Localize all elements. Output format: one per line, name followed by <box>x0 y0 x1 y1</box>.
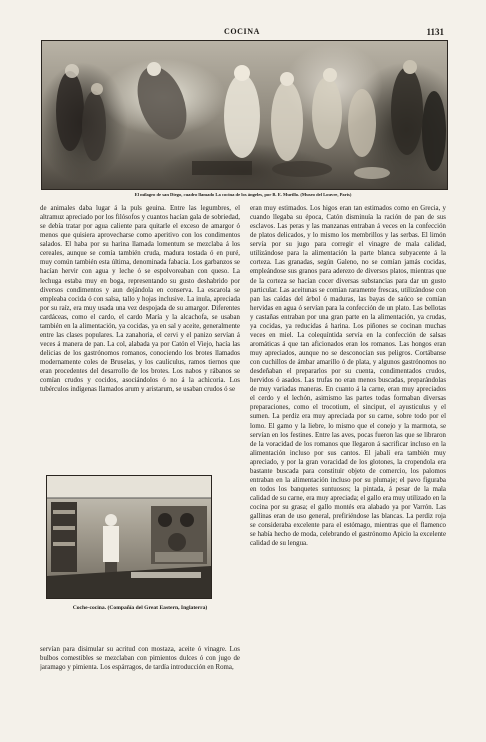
kitchen-car-caption: Coche-cocina. (Compañía del Great Eastern, Inglaterra) <box>72 605 208 611</box>
right-column-paragraph: eran muy estimados. Los higos eran tan estimados como en Grecia, y cuando llegaba su época, Catón disminuía la ración de pan de sus esclavos. Las peras y las manzanas entraban á veces en la confección de platos delicados, y lo mismo los membrillos y las serbas. El limón servía por su jugo para corregir el vinagre de mala calidad, utilizándose para la alimentación la parte blanca subyacente á la corteza. Las granadas, según Galeno, no se comían jamás cocidas, empleándose sus granos para aderezo de diversos platos, mientras que de la corteza se hacían cocer diversas substancias para dar un gusto particular. Las aceitunas se comían raramente frescas, utilizándose con pan las caídas del árbol ó maduras, las bayas de saúco se comían hervidas en agua ó servían para la confección de un plato. Las bellotas y castañas entraban por una gran parte en la alimentación, ya crudas, ya cocidas, ya reducidas á harina. Los piñones se cocinan muchas veces en miel. La colequíntida servía en la confección de salsas aromáticas á que tan aficionados eran los romanos. Las hongos eran muy apreciados, aunque no se desconocían sus peligros. Cortábanse con cuchillos de ámbar amarillo ó de plata, y algunos gastrónomos no desdeñaban el prepararlos por su cuenta, condimentados crudos, hervidos ó asados. Las trufas no eran menos buscadas, preparándolas de muy variadas maneras. En cuanto á la carne, eran muy apreciados el cerdo y el lechón, asimismo las partes todas formaban diversas preparaciones, como el trocotium, el sinciput, el ayusticulus y el sumen. La perdiz era muy apreciada por su carne, sobre todo por el lomo. El gamo y la liebre, lo mismo que el conejo y la marmota, se servían en los festines. Entre las aves, pocas fueron las que se libraron de la voracidad de los romanos que llegaron á sacrificar incluso en la alimentación incluso por sus cantos. El jabalí era también muy apreciado, y por la gran voracidad de los glotones, la cropendola era bastante buscada para constituir objeto de comercio, los palomos entraban en la alimentación incluso por su plumaje; el pavo figuraba en todos los banquetes suntuosos; la pintada, á pesar de la mala calidad de su carne, era muy apreciada; el gallo era muy utilizado en la cocina por su grasa; el gallo montés era alabado ya por Varrón. Las gallinas eran de uso general, prefiriéndose las blancas. La perdiz roja se consideraba excelente para el estómago, mientras que el flamenco se había hecho de moda, celebrando el gastrónomo Apicio la excelente calidad de su lengua. <box>250 205 446 548</box>
kitchen-car-photo <box>46 475 212 599</box>
left-column-bottom-paragraph: servían para disimular su acritud con mostaza, aceite ó vinagre. Los bulbos comestibles se mezclaban con pimientos dulces ó con jugo de jaramago y pimienta. Los espárragos, de tardía introducción en Roma, <box>40 646 240 672</box>
left-column-top-paragraph: de animales daba lugar á la puls geuina. Entre las legumbres, el altramuz apreciado por los filósofos y cuantos hacían gala de sobriedad, se debía tratar por agua caliente para quitarle el exceso de amargor ó menos que quisiera aprovecharse como aperitivo con los condimentos salados. El haba por su harina llamada lomentum se mezclaba á los cereales, aunque se comía también cruda, madura tostada ó en puré, muy común también esta última, denominada fabacia. Los garbanzos se hacían hervir con agua y leche ó se espolvoreaban con queso. La lechuga estaba muy en boga, representando su gusto deshabrido por diversos condimentos y aun dejándola en conserva. La escarola se empleaba cocida ó con salsa, tallo y hojas inclusive. La inula, apreciada por su raíz, era muy usada una vez despojada de su amargor. Diferentes cardáceas, como el cardo, el cardo María y la alcachofa, se usaban también en la alimentación, ya cocidas, ya en sal y aceite, generalmente entre las clases populares. La zanahoria, el cervi y el panizo servían á veces á manera de pan. La col, alabada ya por Catón el Viejo, hacía las delicias de los gastrónomos romanos, conociendo los brotes llamados modernamente coles de Bruselas, y los cauliculus, ramos tiernos que eran procedentes del desarrollo de los brotes. Los nabos y rábanos se comían crudos y cocidos, asociándolos ó no á la achicoria. Los tubérculos indígenas llamados arum y aristarum, se usaban crudos ó se <box>40 205 240 394</box>
page-number: 1131 <box>426 27 444 37</box>
painting-figures <box>42 41 447 189</box>
page-title: COCINA <box>223 27 261 36</box>
running-header <box>40 26 444 38</box>
painting-caption: El milagro de san Diego, cuadro llamado La cocina de los ángeles, por B. E. Murillo. (Museo del Louvre, París) <box>134 192 352 197</box>
right-column-text <box>250 204 446 704</box>
painting-illustration <box>41 40 448 190</box>
left-column-top-text <box>40 204 240 494</box>
kitchen-car-scene <box>47 476 211 598</box>
left-column-bottom-text <box>40 645 240 703</box>
